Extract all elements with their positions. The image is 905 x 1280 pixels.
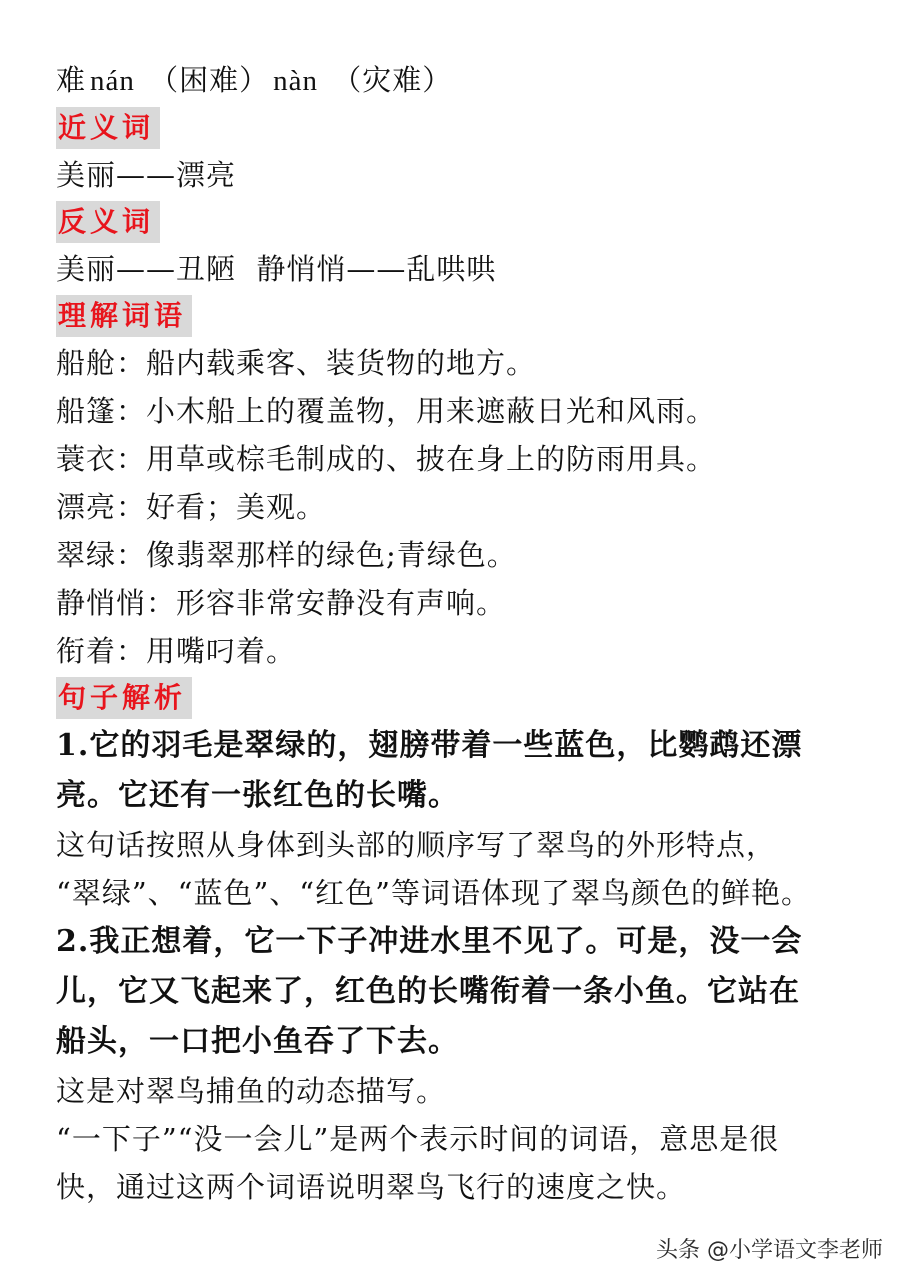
vocab-item: 船篷：小木船上的覆盖物，用来遮蔽日光和风雨。	[56, 394, 717, 428]
pinyin-word-2: （灾难）	[332, 63, 453, 97]
sentence-2-line: 2.我正想着，它一下子冲进水里不见了。可是，没一会	[56, 924, 803, 959]
vocab-item: 翠绿：像翡翠那样的绿色;青绿色。	[56, 538, 517, 572]
vocab-item: 漂亮：好看；美观。	[56, 490, 327, 524]
antonyms-text: 美丽——丑陋 静悄悄——乱哄哄	[56, 252, 497, 286]
sentence-2-explanation: 快，通过这两个词语说明翠鸟飞行的速度之快。	[56, 1170, 687, 1204]
sentence-1-explanation: 这句话按照从身体到头部的顺序写了翠鸟的外形特点，	[56, 828, 777, 862]
sentence-2-line: 儿，它又飞起来了，红色的长嘴衔着一条小鱼。它站在	[56, 974, 800, 1009]
synonyms-text: 美丽——漂亮	[56, 158, 237, 192]
document-body	[56, 56, 856, 1211]
pinyin-word-1: （困难）	[149, 63, 270, 97]
vocab-heading: 理解词语	[56, 295, 192, 337]
pinyin-1: nán	[90, 65, 135, 97]
watermark: 头条 @小学语文李老师	[656, 1238, 883, 1263]
pinyin-2: nàn	[273, 65, 318, 97]
sentence-2-line: 船头，一口把小鱼吞了下去。	[56, 1024, 459, 1059]
pinyin-line	[56, 56, 856, 105]
vocab-item: 蓑衣：用草或棕毛制成的、披在身上的防雨用具。	[56, 442, 717, 476]
sentence-2-explanation: 这是对翠鸟捕鱼的动态描写。	[56, 1074, 447, 1108]
vocab-item: 船舱：船内载乘客、装货物的地方。	[56, 346, 537, 380]
sentence-1-line: 1.它的羽毛是翠绿的，翅膀带着一些蓝色，比鹦鹉还漂	[56, 728, 803, 763]
pinyin-char: 难	[56, 63, 87, 97]
analysis-heading: 句子解析	[56, 677, 192, 719]
sentence-1-line: 亮。它还有一张红色的长嘴。	[56, 778, 459, 813]
vocab-item: 静悄悄：形容非常安静没有声响。	[56, 586, 507, 620]
vocab-item: 衔着：用嘴叼着。	[56, 634, 297, 668]
synonyms-heading: 近义词	[56, 107, 160, 149]
sentence-1-explanation: “翠绿”、“蓝色”、“红色”等词语体现了翠鸟颜色的鲜艳。	[56, 876, 811, 910]
sentence-2-explanation: “一下子”“没一会儿”是两个表示时间的词语，意思是很	[56, 1122, 780, 1156]
antonyms-heading: 反义词	[56, 201, 160, 243]
